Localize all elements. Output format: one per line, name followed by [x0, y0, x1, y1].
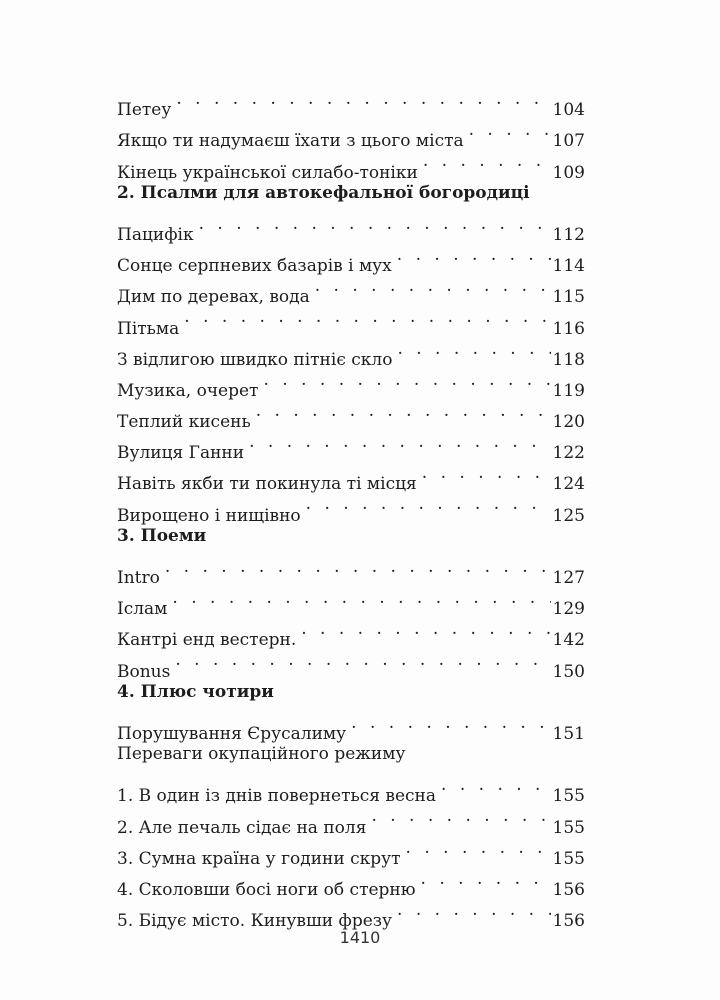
entry-page-number: 120 [551, 407, 585, 438]
entry-page-number: 155 [551, 781, 585, 812]
entry-page-number: 116 [551, 314, 585, 345]
entry-title: Кінець української силабо-тоніки [117, 162, 418, 183]
page-number-footer: 1410 [339, 928, 381, 947]
dot-leader [423, 146, 551, 177]
entry-page-number: 114 [551, 251, 585, 282]
dot-leader [422, 458, 551, 489]
entry-page-number: 156 [551, 875, 585, 906]
entry-page-number: 124 [551, 469, 585, 500]
dot-leader [469, 115, 551, 146]
dot-leader [306, 489, 551, 520]
toc-entry [117, 708, 585, 744]
entry-page-number: 129 [551, 594, 585, 625]
section-title: 2. Псалми для автокефальної богородиці [117, 182, 530, 203]
entry-title: Порушування Єрусалиму [117, 723, 347, 744]
entry-page-number: 109 [551, 158, 585, 189]
entry-title: Intro [117, 568, 160, 588]
entry-title: 1. В один із днів повернеться весна [117, 786, 437, 807]
toc-entry [117, 583, 585, 620]
entry-title: Bonus [117, 661, 171, 682]
entry-page-number: 155 [551, 813, 585, 844]
entry-page-number: 125 [551, 501, 585, 532]
entry-title: Дим по деревах, вода [117, 287, 310, 308]
dot-leader [397, 895, 551, 926]
toc-entry [117, 739, 585, 770]
entry-page-number: 119 [551, 376, 585, 407]
toc-entry [117, 84, 585, 121]
entry-title: 3. Сумна країна у години скрут [117, 848, 401, 869]
toc-entry [117, 302, 585, 339]
entry-page-number: 118 [551, 345, 585, 376]
dot-leader [176, 84, 550, 115]
dot-leader [397, 334, 550, 365]
toc-entry [117, 209, 585, 245]
entry-title: 4. Сколовши босі ноги об стерню [117, 879, 416, 900]
entry-title: Навіть якби ти покинула ті місця [117, 474, 417, 495]
toc-entry [117, 334, 585, 370]
dot-leader [351, 708, 550, 739]
dot-leader [184, 302, 550, 333]
toc-entry [117, 552, 585, 588]
dot-leader [301, 614, 550, 645]
toc-section-heading [117, 521, 585, 552]
dot-leader [172, 583, 550, 614]
dot-leader [263, 365, 550, 396]
toc-entry [117, 115, 585, 152]
dot-leader [175, 645, 550, 676]
entry-title: Петеу [117, 100, 172, 121]
section-title: 4. Плюс чотири [117, 681, 274, 702]
entry-page-number: 115 [551, 282, 585, 313]
entry-page-number: 127 [551, 563, 585, 594]
entry-title: Теплий кисень [117, 412, 251, 433]
entry-title: 2. Але печаль сідає на поля [117, 817, 367, 838]
entry-title: Пітьма [117, 318, 180, 339]
entry-page-number: 122 [551, 438, 585, 469]
entry-page-number: 104 [551, 95, 585, 126]
dot-leader [199, 209, 551, 240]
entry-page-number: 150 [551, 657, 585, 688]
entry-page-number: 156 [551, 906, 585, 937]
dot-leader [165, 552, 551, 583]
entry-title: Музика, очерет [117, 380, 259, 401]
entry-page-number: 142 [551, 625, 585, 656]
entry-page-number: 107 [551, 126, 585, 157]
entry-title: Сонце серпневих базарів і мух [117, 256, 392, 277]
entry-title: Вулиця Ганни [117, 443, 245, 464]
entry-title: Кантрі енд вестерн. [117, 630, 297, 651]
entry-title: 5. Бідує місто. Кинувши фрезу [117, 911, 393, 932]
dot-leader [256, 396, 551, 427]
dot-leader [315, 271, 551, 302]
entry-title: З відлигою швидко пітніє скло [117, 349, 393, 370]
dot-leader [406, 833, 551, 864]
entry-title: Пацифік [117, 224, 194, 245]
entry-title: Іслам [117, 599, 168, 620]
entry-title: Вирощено і нищівно [117, 505, 301, 526]
entry-title: Якщо ти надумаєш їхати з цього міста [117, 131, 464, 152]
dot-leader [441, 770, 551, 801]
entry-page-number: 155 [551, 844, 585, 875]
toc-section-heading [117, 178, 585, 209]
section-title: 3. Поеми [117, 525, 207, 546]
table-of-contents [117, 84, 585, 932]
entry-page-number: 112 [551, 220, 585, 251]
dot-leader [371, 801, 550, 832]
toc-entry [117, 770, 585, 807]
entry-page-number: 151 [551, 719, 585, 750]
dot-leader [249, 427, 550, 458]
entry-title: Переваги окупаційного режиму [117, 743, 406, 764]
toc-section-heading [117, 677, 585, 708]
toc-entry [117, 614, 585, 651]
toc-entry [117, 645, 585, 682]
dot-leader [397, 240, 551, 271]
dot-leader [421, 864, 551, 895]
